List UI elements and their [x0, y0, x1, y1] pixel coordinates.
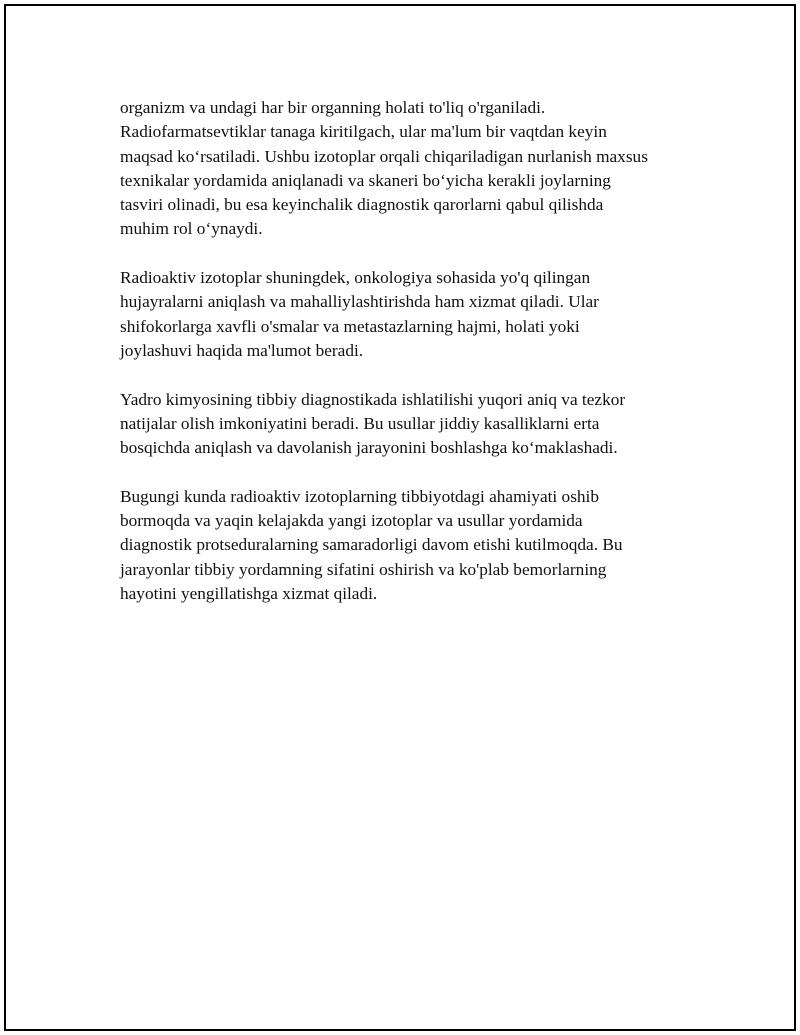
text-line: bormoqda va yaqin kelajakda yangi izotoplar va usullar yordamida — [120, 511, 583, 531]
text-line: hayotini yengillatishga xizmat qiladi. — [120, 583, 378, 603]
text-line: maqsad ko‘rsatiladi. Ushbu izotoplar orqali chiqariladigan nurlanish maxsus — [120, 146, 648, 166]
paragraph-4 — [120, 485, 700, 606]
text-line: Bugungi kunda radioaktiv izotoplarning tibbiyotdagi ahamiyati oshib — [120, 486, 599, 506]
paragraph-2 — [120, 266, 700, 363]
document-page — [4, 4, 796, 1031]
text-line: texnikalar yordamida aniqlanadi va skaneri bo‘yicha kerakli joylarning — [120, 170, 611, 190]
text-line: muhim rol o‘ynaydi. — [120, 219, 263, 239]
paragraph-3 — [120, 388, 700, 461]
text-line: tasviri olinadi, bu esa keyinchalik diagnostik qarorlarni qabul qilishda — [120, 195, 604, 215]
text-line: jarayonlar tibbiy yordamning sifatini oshirish va ko'plab bemorlarning — [120, 559, 607, 579]
text-line: natijalar olish imkoniyatini beradi. Bu usullar jiddiy kasalliklarni erta — [120, 413, 600, 433]
text-line: organizm va undagi har bir organning holati to'liq o'rganiladi. — [120, 98, 546, 117]
document-body — [120, 96, 700, 631]
text-line: Yadro kimyosining tibbiy diagnostikada ishlatilishi yuqori aniq va tezkor — [120, 389, 626, 409]
text-line: joylashuvi haqida ma'lumot beradi. — [120, 340, 364, 360]
paragraph-1 — [120, 96, 700, 242]
text-line: shifokorlarga xavfli o'smalar va metastazlarning hajmi, holati yoki — [120, 316, 580, 336]
text-line: Radiofarmatsevtiklar tanaga kiritilgach, ular ma'lum bir vaqtdan keyin — [120, 122, 607, 142]
text-line: hujayralarni aniqlash va mahalliylashtirishda ham xizmat qiladi. Ular — [120, 292, 599, 312]
text-line: bosqichda aniqlash va davolanish jarayonini boshlashga ko‘maklashadi. — [120, 438, 618, 458]
text-line: Radioaktiv izotoplar shuningdek, onkologiya sohasida yo'q qilingan — [120, 268, 591, 288]
text-line: diagnostik protseduralarning samaradorligi davom etishi kutilmoqda. Bu — [120, 535, 623, 555]
